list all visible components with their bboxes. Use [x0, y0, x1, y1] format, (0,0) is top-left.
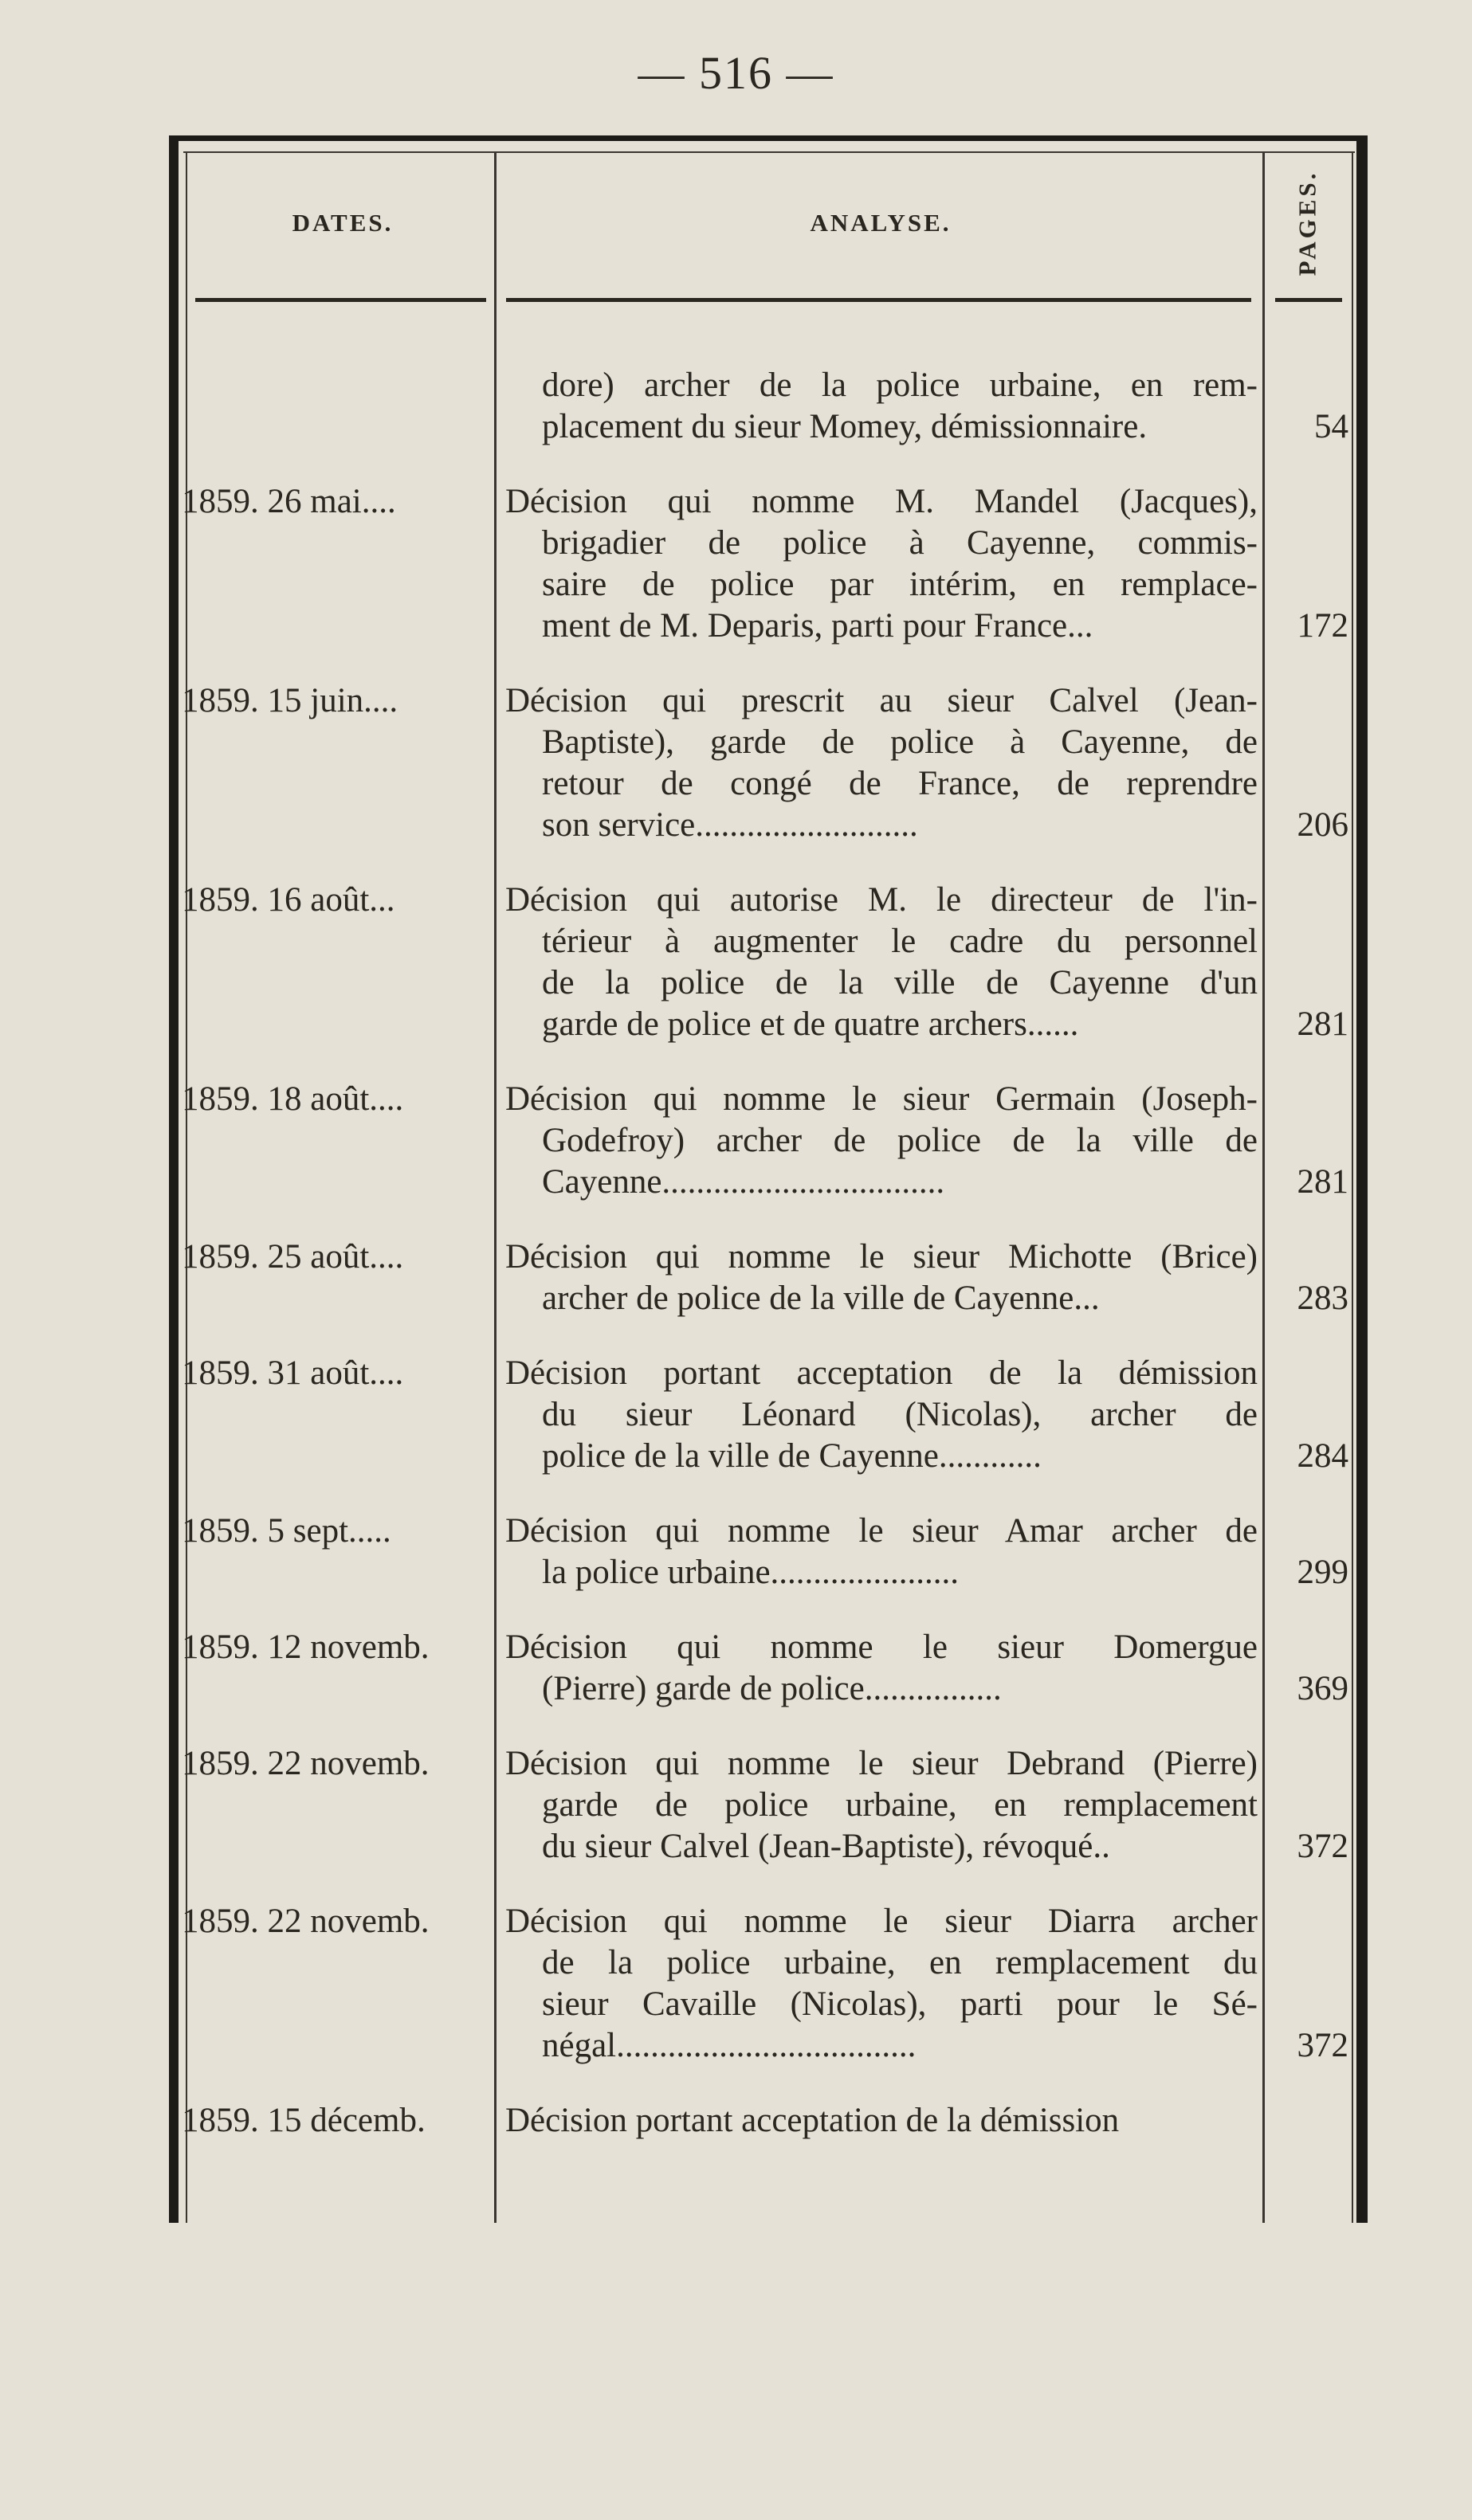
entry-page-number: 172 — [1297, 607, 1348, 645]
entry-analysis — [505, 1236, 1258, 1319]
entry-page-number: 299 — [1297, 1554, 1348, 1591]
entry-analysis-line: Décision portant acceptation de la démission — [505, 2102, 1120, 2139]
entry-page-number: 372 — [1297, 2027, 1348, 2064]
header-rule-pages — [1275, 298, 1342, 302]
entry-analysis-line: Décision qui prescrit au sieur Calvel (Jean- — [505, 682, 1258, 719]
entry-analysis-line: du sieur Calvel (Jean-Baptiste), révoqué.. — [542, 1828, 1110, 1865]
entry-analysis — [505, 680, 1258, 846]
entry-analysis — [505, 365, 1258, 448]
entry-analysis-line: saire de police par intérim, en remplace- — [542, 566, 1258, 603]
entry-page-number: 284 — [1297, 1437, 1348, 1475]
header-rule-analyse — [506, 298, 1251, 302]
entry-analysis — [505, 1743, 1258, 1867]
header-analyse: ANALYSE. — [810, 209, 952, 237]
analyse-column-rule — [1262, 151, 1265, 2223]
header-rule-dates — [195, 298, 486, 302]
header-pages-label: PAGES. — [1293, 170, 1321, 276]
entry-analysis-line: (Pierre) garde de police................ — [542, 1670, 1002, 1707]
entry-analysis-line: Décision qui nomme le sieur Domergue — [505, 1628, 1258, 1666]
entry-page-number: 54 — [1314, 408, 1348, 445]
header-pages — [1269, 159, 1345, 287]
entry-date: 1859. 22 novemb. — [182, 1903, 430, 1940]
entry-date: 1859. 22 novemb. — [182, 1745, 430, 1782]
entry-analysis-line: police de la ville de Cayenne............ — [542, 1437, 1042, 1475]
entry-analysis — [505, 2100, 1258, 2142]
entry-analysis-line: Décision portant acceptation de la démission — [505, 1354, 1258, 1392]
entry-analysis-line: son service.......................... — [542, 806, 918, 844]
entry-analysis — [505, 1511, 1258, 1593]
entry-analysis — [505, 1901, 1258, 2067]
dates-column-rule — [494, 151, 497, 2223]
entry-analysis-line: Décision qui nomme le sieur Michotte (Brice) — [505, 1238, 1258, 1276]
entry-page-number: 372 — [1297, 1828, 1348, 1865]
entry-analysis-line: négal................................... — [542, 2027, 917, 2064]
entry-analysis-line: garde de police et de quatre archers...... — [542, 1005, 1079, 1043]
entry-analysis — [505, 880, 1258, 1045]
entry-analysis-line: de la police de la ville de Cayenne d'un — [542, 964, 1258, 1001]
entry-analysis-line: Décision qui nomme le sieur Amar archer de — [505, 1512, 1258, 1550]
entry-date: 1859. 12 novemb. — [182, 1628, 430, 1666]
entry-analysis-line: térieur à augmenter le cadre du personnel — [542, 923, 1258, 960]
entry-date: 1859. 16 août... — [182, 881, 395, 919]
entry-analysis-line: la police urbaine...................... — [542, 1554, 960, 1591]
entry-analysis-line: garde de police urbaine, en remplacement — [542, 1786, 1258, 1824]
entry-analysis-line: sieur Cavaille (Nicolas), parti pour le Sé- — [542, 1985, 1258, 2023]
table-right-inner-rule — [1352, 151, 1353, 2223]
entry-date: 1859. 5 sept..... — [182, 1512, 391, 1550]
entry-analysis-line: Baptiste), garde de police à Cayenne, de — [542, 723, 1258, 761]
entry-analysis — [505, 481, 1258, 647]
entry-analysis-line: placement du sieur Momey, démissionnaire. — [542, 408, 1148, 445]
page-number: — 516 — — [638, 47, 834, 99]
entry-page-number: 206 — [1297, 806, 1348, 844]
entry-analysis-line: de la police urbaine, en remplacement du — [542, 1944, 1258, 1981]
entry-date: 1859. 31 août.... — [182, 1354, 404, 1392]
header-dates: DATES. — [292, 209, 394, 237]
entry-analysis-line: Décision qui nomme le sieur Diarra archer — [505, 1903, 1258, 1940]
entry-analysis-line: dore) archer de la police urbaine, en rem- — [542, 366, 1258, 404]
entry-analysis-line: Godefroy) archer de police de la ville de — [542, 1122, 1258, 1159]
entry-date: 1859. 26 mai.... — [182, 483, 396, 520]
entry-analysis-line: Décision qui nomme M. Mandel (Jacques), — [505, 483, 1258, 520]
entry-analysis-line: archer de police de la ville de Cayenne... — [542, 1280, 1100, 1317]
entry-page-number: 369 — [1297, 1670, 1348, 1707]
entry-date: 1859. 15 décemb. — [182, 2102, 426, 2139]
entry-analysis-line: retour de congé de France, de reprendre — [542, 765, 1258, 802]
entry-page-number: 281 — [1297, 1163, 1348, 1201]
entry-date: 1859. 25 août.... — [182, 1238, 404, 1276]
table-inner-top-rule — [183, 151, 1355, 153]
entry-analysis-line: Décision qui nomme le sieur Debrand (Pierre) — [505, 1745, 1258, 1782]
entry-analysis-line: Cayenne................................. — [542, 1163, 945, 1201]
entry-analysis-line: brigadier de police à Cayenne, commis- — [542, 524, 1258, 562]
entry-analysis-line: Décision qui nomme le sieur Germain (Joseph- — [505, 1080, 1258, 1118]
entry-page-number: 283 — [1297, 1280, 1348, 1317]
entry-analysis-line: ment de M. Deparis, parti pour France... — [542, 607, 1093, 645]
entry-analysis-line: Décision qui autorise M. le directeur de l'in- — [505, 881, 1258, 919]
entry-analysis — [505, 1627, 1258, 1710]
entry-page-number: 281 — [1297, 1005, 1348, 1043]
entry-analysis-line: du sieur Léonard (Nicolas), archer de — [542, 1396, 1258, 1433]
entry-date: 1859. 15 juin.... — [182, 682, 398, 719]
entry-date: 1859. 18 août.... — [182, 1080, 404, 1118]
entry-analysis — [505, 1079, 1258, 1203]
entry-analysis — [505, 1353, 1258, 1477]
